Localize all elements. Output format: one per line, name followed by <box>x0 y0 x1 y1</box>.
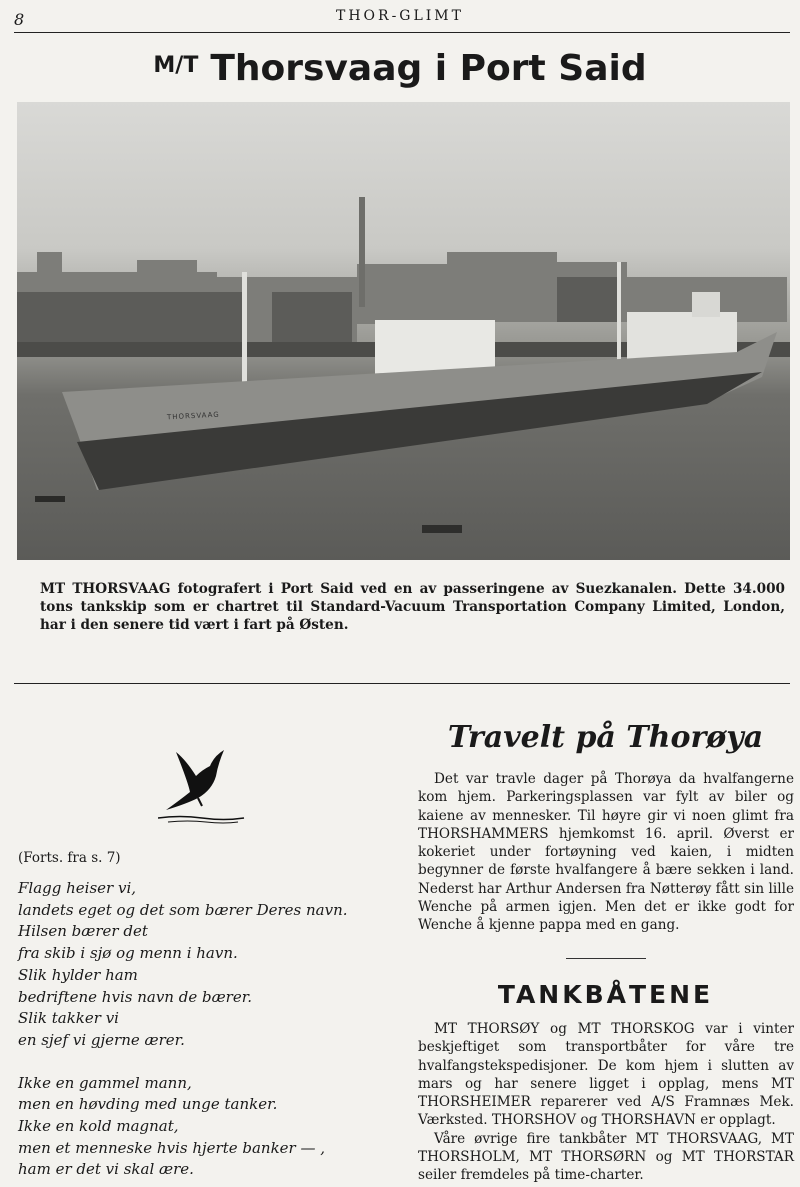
poem-line: bedriftene hvis navn de bærer. <box>18 987 253 1006</box>
headline-prefix: M/T <box>153 53 199 78</box>
photo-hull-text: THORSVAAG <box>166 410 220 422</box>
poem-line: ham er det vi skal ære. <box>18 1160 194 1179</box>
short-rule <box>566 958 646 959</box>
travelt-body: Det var travle dager på Thorøya da hvalfangerne kom hjem. Parkeringsplassen var fylt av biler og kaiene av mennesker. Til høyre gir vi noen glimt fra THORSHAMMERS hjemkomst 16. april. Øverst er kokeriet under fortøyning ved kaien, i midten begynner de første hvalfangere å bære sekken i land. Nederst har Arthur Andersen fra Nøtterøy fått sin lille Wenche på armen igjen. Men det er ikke godt for Wenche å kjenne pappa med en gang. <box>418 771 794 934</box>
tankbatene-paragraph: Våre øvrige fire tankbåter MT THORSVAAG, MT THORSHOLM, MT THORSØRN og MT THORSTAR seiler fremdeles på time-charter. <box>418 1130 794 1184</box>
tankbatene-title: TANKBÅTENE <box>497 980 714 1009</box>
poem-line: Hilsen bærer det <box>18 922 148 941</box>
poem-line: landets eget og det som bærer Deres navn. <box>18 900 348 919</box>
stanza-gap <box>18 1052 408 1073</box>
running-head: THOR-GLIMT <box>336 8 464 24</box>
headline <box>0 48 800 89</box>
poem-line: en sjef vi gjerne ærer. <box>18 1030 185 1049</box>
seagull-icon <box>158 742 248 832</box>
top-rule <box>14 32 790 33</box>
page-number: 8 <box>14 10 25 29</box>
poem-continued-note: (Forts. fra s. 7) <box>18 850 121 866</box>
poem-line: fra skib i sjø og menn i havn. <box>18 944 238 963</box>
travelt-title: Travelt på Thorøya <box>447 720 764 755</box>
tankbatene-body <box>418 1020 794 1185</box>
poem-line: men en høvding med unge tanker. <box>18 1095 278 1114</box>
poem-line: Slik takker vi <box>18 1009 119 1028</box>
poem <box>18 878 408 1181</box>
photo-caption: MT THORSVAAG fotografert i Port Said ved en av passeringene av Suezkanalen. Dette 34.000 tons tankskip som er chartret til Standard-Vacuum Transportation Company Limited, London, har i den senere tid vært i fart på Østen. <box>40 581 785 633</box>
poem-line: men et menneske hvis hjerte banker — , <box>18 1138 326 1157</box>
poem-line: Slik hylder ham <box>18 965 138 984</box>
ship-photo <box>17 102 790 560</box>
poem-line: Ikke en gammel mann, <box>18 1073 192 1092</box>
mid-rule <box>14 683 790 684</box>
poem-line: Ikke en kold magnat, <box>18 1117 179 1136</box>
poem-line: Flagg heiser vi, <box>18 879 137 897</box>
headline-title: Thorsvaag i Port Said <box>210 48 647 89</box>
tankbatene-paragraph: MT THORSØY og MT THORSKOG var i vinter beskjeftiget som transportbåter for våre tre hvalfangstekspedisjoner. De kom hjem i slutten av mars og har senere ligget i opplag, mens MT THORSHEIMER reparerer ved A/S Framnæs Mek. Værksted. THORSHOV og THORSHAVN er opplagt. <box>418 1021 794 1129</box>
